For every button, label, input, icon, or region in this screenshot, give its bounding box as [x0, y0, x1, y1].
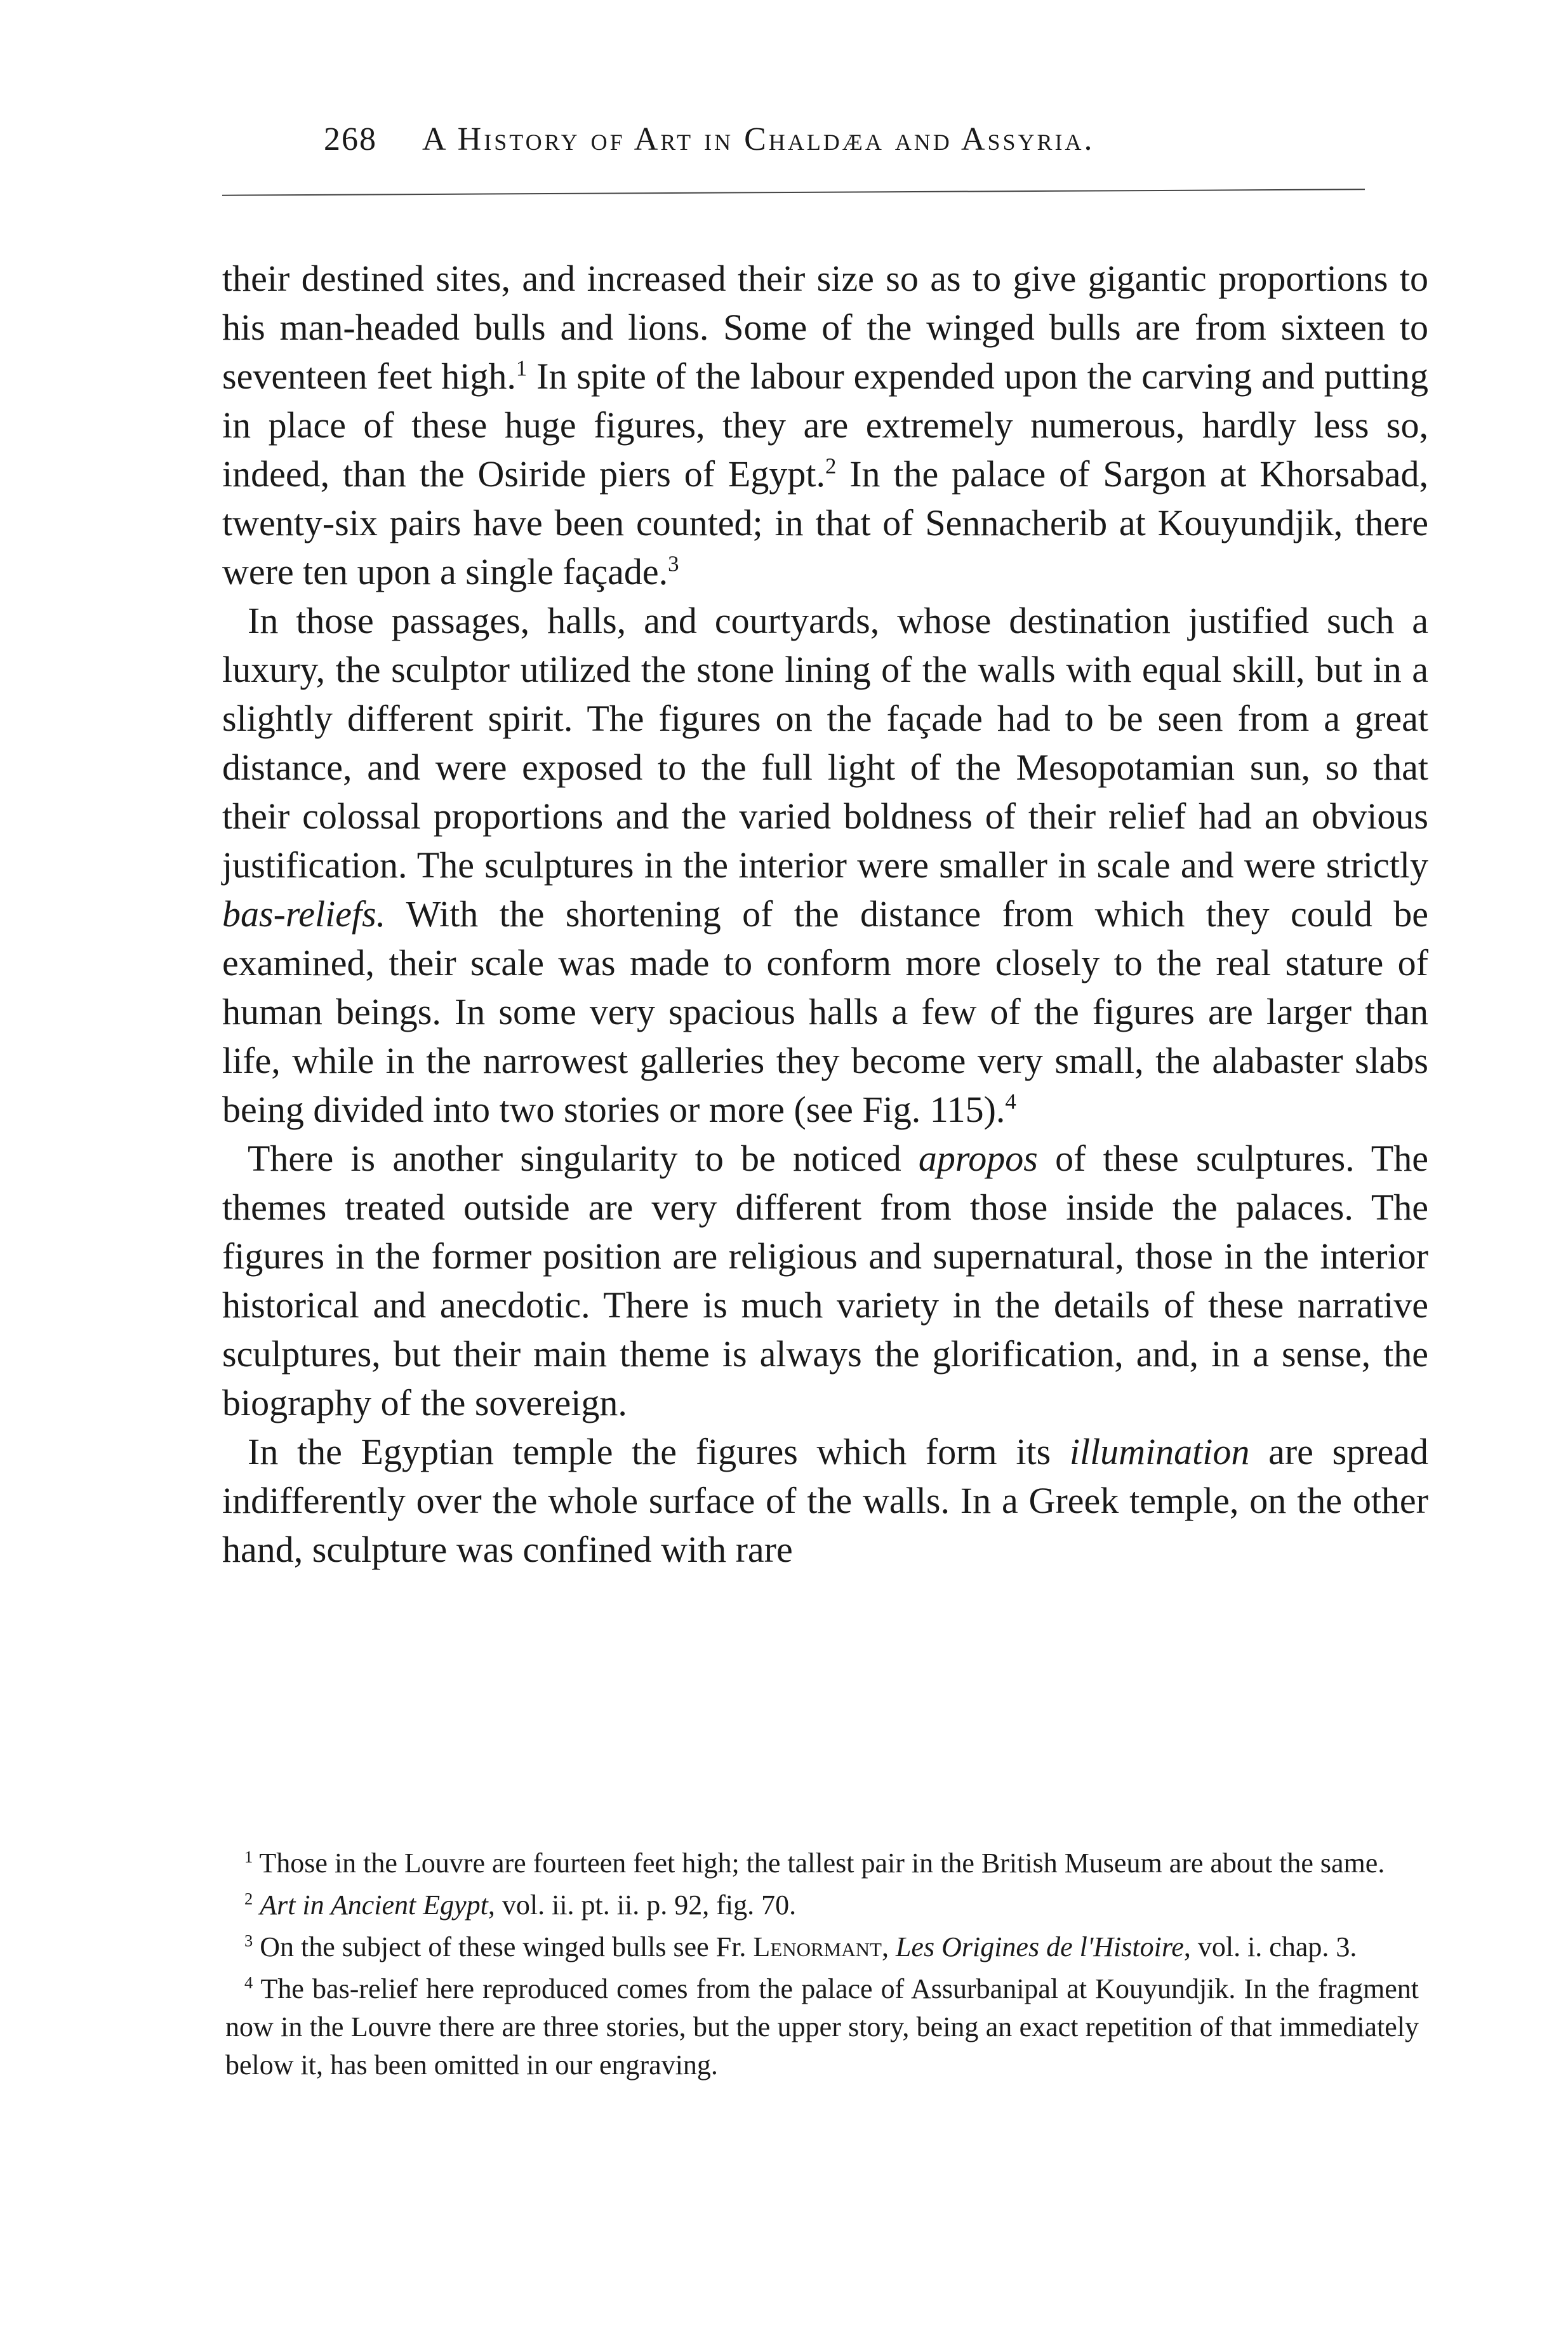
- text-run: In the palace of Sargon at Khorsabad, twenty-six pairs have been counted; in that of Sennacherib at Kouyundjik, there were ten upon a single façade.: [222, 453, 1428, 592]
- footnote-reference[interactable]: 1: [515, 356, 528, 381]
- italic-text: apropos: [918, 1138, 1038, 1179]
- footnote: [225, 1928, 1419, 1966]
- paragraph: [222, 1134, 1428, 1427]
- footnote-marker: 4: [244, 1973, 253, 1992]
- text-run: In spite of the labour expended upon the carving and putting in place of these huge figures, they are extremely numerous, hardly less so, indeed, than the Osiride piers of Egypt.: [222, 356, 1429, 495]
- paragraph: [222, 1427, 1428, 1574]
- footnote-reference[interactable]: 3: [668, 551, 679, 576]
- header-rule: [222, 189, 1365, 196]
- italic-text: Les Origines de l'Histoire: [895, 1931, 1184, 1962]
- page-number: 268: [324, 121, 377, 157]
- footnote: [225, 1886, 1419, 1924]
- text-run: , vol. ii. pt. ii. p. 92, fig. 70.: [488, 1889, 797, 1921]
- italic-text: illumination: [1069, 1431, 1250, 1472]
- text-run: their destined sites, and increased their size so as to give gigantic proportions to his man-headed bulls and lions. Some of the winged bulls are from sixteen to seventeen feet high.: [222, 258, 1428, 397]
- author-name: Lenormant: [753, 1931, 882, 1962]
- paragraph: [222, 596, 1428, 1134]
- text-run: ,: [881, 1931, 896, 1962]
- running-header: [324, 121, 1416, 171]
- text-run: are spread indifferently over the whole surface of the walls. In a Greek temple, on the other hand, sculpture was confined with rare: [222, 1431, 1428, 1570]
- paragraph: [222, 254, 1428, 596]
- text-run: There is another singularity to be noticed: [248, 1138, 919, 1179]
- footnote-marker: 2: [244, 1889, 253, 1908]
- footnotes: [225, 1844, 1419, 2088]
- footnote: [225, 1970, 1419, 2084]
- text-run: The bas-relief here reproduced comes from the palace of Assurbanipal at Kouyundjik. In the fragment now in the Louvre there are three stories, but the upper story, being an exact repetition of that immediately below it, has been omitted in our engraving.: [225, 1973, 1419, 2081]
- footnote-reference[interactable]: 2: [825, 453, 837, 479]
- body-text: [222, 254, 1428, 1574]
- text-run: , vol. i. chap. 3.: [1183, 1931, 1357, 1962]
- footnote: [225, 1844, 1419, 1882]
- text-run: In the Egyptian temple the figures which form its: [248, 1431, 1070, 1472]
- footnote-marker: 1: [244, 1847, 253, 1867]
- footnote-marker: 3: [244, 1931, 253, 1950]
- running-title: A History of Art in Chaldæa and Assyria.: [422, 121, 1095, 157]
- italic-text: Art in Ancient Egypt: [260, 1889, 488, 1921]
- text-run: In those passages, halls, and courtyards, whose destination justified such a luxury, the sculptor utilized the stone lining of the walls with equal skill, but in a slightly different spirit. The figures on the façade had to be seen from a great distance, and were exposed to the full light of the Mesopotamian sun, so that their colossal proportions and the varied boldness of their relief had an obvious justification. The sculptures in the interior were smaller in scale and were strictly: [222, 600, 1428, 886]
- footnote-reference[interactable]: 4: [1005, 1089, 1016, 1114]
- text-run: of these sculptures. The themes treated outside are very different from those inside the palaces. The figures in the former position are religious and supernatural, those in the interior historical and anecdotic. There is much variety in the details of these narrative sculptures, but their main theme is always the glorification, and, in a sense, the biography of the sovereign.: [222, 1138, 1428, 1423]
- text-run: Those in the Louvre are fourteen feet high; the tallest pair in the British Museum are about the same.: [259, 1848, 1385, 1879]
- text-run: On the subject of these winged bulls see Fr.: [260, 1931, 754, 1962]
- italic-text: bas-reliefs.: [222, 893, 386, 935]
- text-run: With the shortening of the distance from which they could be examined, their scale was made to conform more closely to the real stature of human beings. In some very spacious halls a few of the figures are larger than life, while in the narrowest galleries they become very small, the alabaster slabs being divided into two stories or more (see Fig. 115).: [222, 893, 1428, 1130]
